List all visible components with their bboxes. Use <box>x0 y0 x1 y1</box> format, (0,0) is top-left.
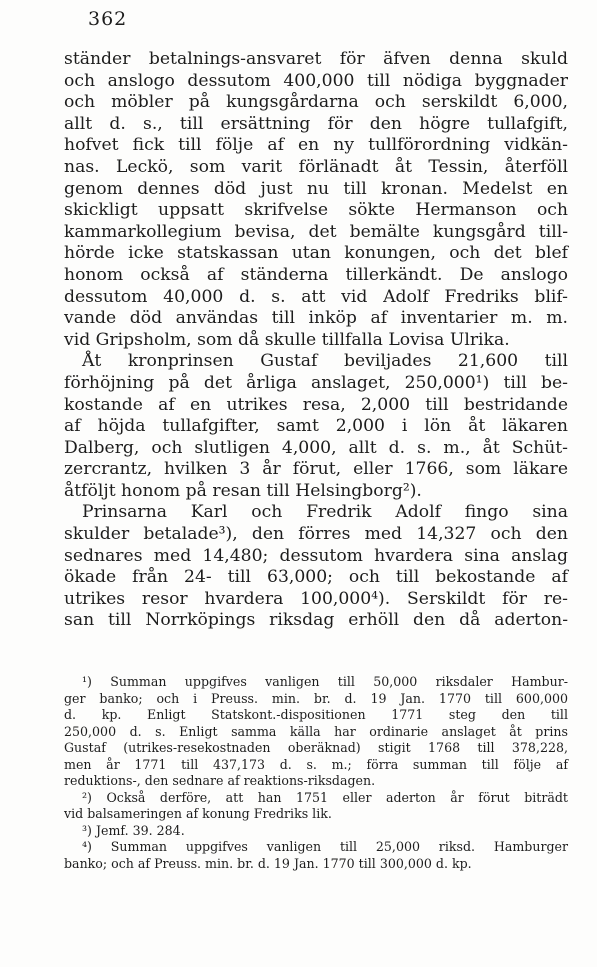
text-line: kammarkollegium bevisa, det bemälte kungsgård till- <box>64 221 568 242</box>
text-line: genom dennes död just nu till kronan. Medelst en <box>64 178 568 199</box>
text-line: vande död användas till inköp af inventarier m. m. <box>64 308 568 329</box>
footnote-line: ³) Jemf. 39. 284. <box>82 822 185 838</box>
body-text <box>64 49 568 632</box>
text-line: hofvet fick till följe af en ny tullförordning vidkän- <box>64 135 568 156</box>
footnote-line: Gustaf (utrikes-resekostnaden oberäknad) stigit 1768 till 378,228, <box>64 740 568 755</box>
footnote-line: ¹) Summan uppgifves vanligen till 50,000 riksdaler Hambur- <box>82 674 568 689</box>
text-line: skulder betalade³), den förres med 14,327 och den <box>64 524 568 545</box>
text-line: vid Gripsholm, som då skulle tillfalla Lovisa Ulrika. <box>64 329 510 350</box>
footnote-line: men år 1771 till 437,173 d. s. m.; förra summan till följe af <box>64 756 568 772</box>
text-line: hörde icke statskassan utan konungen, och det blef <box>64 243 568 264</box>
footnote-line: 250,000 d. s. Enligt samma källa har ordinarie anslaget åt prins <box>64 723 568 739</box>
text-line: dessutom 40,000 d. s. att vid Adolf Fredriks blif- <box>64 286 568 307</box>
text-line: och anslogo dessutom 400,000 till nödiga byggnader <box>64 70 568 91</box>
text-line: skickligt uppsatt skrifvelse sökte Hermanson och <box>64 200 568 221</box>
text-line: Dalberg, och slutligen 4,000, allt d. s. m., åt Schüt- <box>64 437 568 458</box>
footnote-line: ⁴) Summan uppgifves vanligen till 25,000 riksd. Hamburger <box>82 839 568 854</box>
text-line: ökade från 24- till 63,000; och till bekostande af <box>64 567 568 588</box>
footnote-line: d. kp. Enligt Statskont.-dispositionen 1771 steg den till <box>64 707 568 722</box>
text-line: nas. Leckö, som varit förlänadt åt Tessin, återföll <box>64 156 568 177</box>
text-line: zercrantz, hvilken 3 år förut, eller 1766, som läkare <box>64 459 568 480</box>
text-line: sednares med 14,480; dessutom hvardera sina anslag <box>64 545 568 566</box>
text-line: honom också af ständerna tillerkändt. De anslogo <box>64 264 568 285</box>
text-line: åtföljt honom på resan till Helsingborg²). <box>64 480 422 501</box>
text-line: af höjda tullafgifter, samt 2,000 i lön åt läkaren <box>64 416 568 437</box>
text-line: förhöjning på det årliga anslaget, 250,000¹) till be- <box>64 372 568 393</box>
footnotes <box>64 674 568 872</box>
text-line: allt d. s., till ersättning för den högre tullafgift, <box>64 113 568 134</box>
text-line: Åt kronprinsen Gustaf beviljades 21,600 till <box>82 351 568 372</box>
footnote-line: vid balsameringen af konung Fredriks lik. <box>64 806 332 821</box>
text-line: Prinsarna Karl och Fredrik Adolf fingo sina <box>82 502 568 523</box>
footnote-line: ²) Också derföre, att han 1751 eller aderton år förut biträdt <box>82 789 568 805</box>
footnote-line: reduktions-, den sednare af reaktions-riksdagen. <box>64 773 376 788</box>
text-line: kostande af en utrikes resa, 2,000 till bestridande <box>64 394 568 415</box>
footnote-line: banko; och af Preuss. min. br. d. 19 Jan. 1770 till 300,000 d. kp. <box>64 855 472 871</box>
page-number: 362 <box>88 8 128 30</box>
text-line: ständer betalnings-ansvaret för äfven denna skuld <box>64 49 568 69</box>
footnote-line: ger banko; och i Preuss. min. br. d. 19 Jan. 1770 till 600,000 <box>64 690 568 706</box>
text-line: utrikes resor hvardera 100,000⁴). Serskildt för re- <box>64 588 568 609</box>
text-line: san till Norrköpings riksdag erhöll den då aderton- <box>64 610 568 631</box>
text-line: och möbler på kungsgårdarna och serskildt 6,000, <box>64 92 568 113</box>
